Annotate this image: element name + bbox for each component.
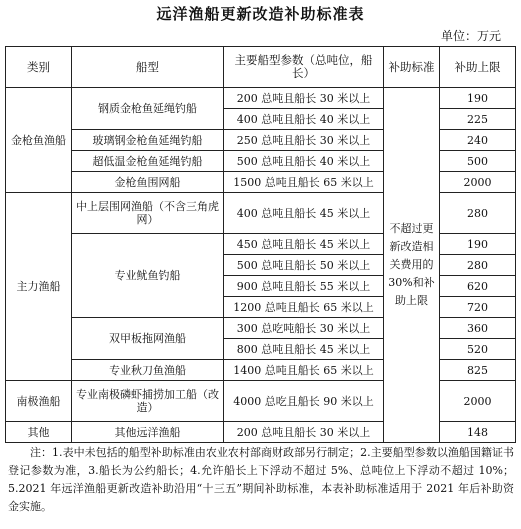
notes-paragraph: 注：1.表中未包括的船型补助标准由农业农村部商财政部另行制定；2.主要船型参数以渔船国籍证书登记参数为准，3.船长为公约船长；4.允许船长上下浮动不超过 5%、总吨位上下浮动不超过 10%；5.2021 年远洋渔船更新改造补助沿用“十三五”期间补助标准，本表补助标准适用于 2021 年后补助资金实施。 xyxy=(8,446,514,513)
category-other: 其他 xyxy=(6,422,72,443)
type-tuna-purse: 金枪鱼围网船 xyxy=(72,172,224,193)
param-cell: 300 总吃吨船长 30 米以上 xyxy=(224,318,384,339)
cap-cell: 280 xyxy=(440,255,516,276)
param-cell: 500 总吨且船长 40 米以上 xyxy=(224,151,384,172)
type-squid-jig: 专业鱿鱼钓船 xyxy=(72,234,224,318)
param-cell: 4000 总吃且船长 90 米以上 xyxy=(224,381,384,422)
table-row xyxy=(6,422,516,443)
type-mid-trawl: 中上层围网渔船（不含三角虎网） xyxy=(72,193,224,234)
category-antarctic: 南极渔船 xyxy=(6,381,72,422)
table-row xyxy=(6,88,516,109)
param-cell: 400 总吨且船长 45 米以上 xyxy=(224,193,384,234)
param-cell: 200 总吨且船长 30 米以上 xyxy=(224,422,384,443)
page-title: 远洋渔船更新改造补助标准表 xyxy=(156,5,365,23)
param-cell: 250 总吨且船长 30 米以上 xyxy=(224,130,384,151)
header-category: 类别 xyxy=(6,47,72,88)
param-cell: 800 总吨且船长 45 米以上 xyxy=(224,339,384,360)
type-double-trawl: 双甲板拖网渔船 xyxy=(72,318,224,360)
param-cell: 1500 总吨且船长 65 米以上 xyxy=(224,172,384,193)
cap-cell: 240 xyxy=(440,130,516,151)
table-row xyxy=(6,172,516,193)
header-standard: 补助标准 xyxy=(384,47,440,88)
type-steel-longline: 钢质金枪鱼延绳钓船 xyxy=(72,88,224,130)
cap-cell: 360 xyxy=(440,318,516,339)
param-cell: 450 总吨且船长 45 米以上 xyxy=(224,234,384,255)
cap-cell: 280 xyxy=(440,193,516,234)
cap-cell: 720 xyxy=(440,297,516,318)
table-row xyxy=(6,234,516,255)
cap-cell: 225 xyxy=(440,109,516,130)
type-ultralow-longline: 超低温金枪鱼延绳钓船 xyxy=(72,151,224,172)
cap-cell: 2000 xyxy=(440,381,516,422)
param-cell: 200 总吨且船长 30 米以上 xyxy=(224,88,384,109)
unit-label: 单位：万元 xyxy=(440,29,501,43)
param-cell: 500 总吨且船长 50 米以上 xyxy=(224,255,384,276)
cap-cell: 520 xyxy=(440,339,516,360)
type-frp-longline: 玻璃钢金枪鱼延绳钓船 xyxy=(72,130,224,151)
header-vessel-type: 船型 xyxy=(72,47,224,88)
table-row xyxy=(6,193,516,234)
type-other-ocean: 其他远洋渔船 xyxy=(72,422,224,443)
param-cell: 1400 总吨且船长 65 米以上 xyxy=(224,360,384,381)
type-krill: 专业南极磷虾捕捞加工船（改造） xyxy=(72,381,224,422)
cap-cell: 620 xyxy=(440,276,516,297)
table-row xyxy=(6,381,516,422)
param-cell: 1200 总吨且船长 65 米以上 xyxy=(224,297,384,318)
param-cell: 400 总吨且船长 40 米以上 xyxy=(224,109,384,130)
table-row xyxy=(6,318,516,339)
param-cell: 900 总吨且船长 55 米以上 xyxy=(224,276,384,297)
cap-cell: 190 xyxy=(440,88,516,109)
header-cap: 补助上限 xyxy=(440,47,516,88)
cap-cell: 825 xyxy=(440,360,516,381)
type-saury: 专业秋刀鱼渔船 xyxy=(72,360,224,381)
cap-cell: 2000 xyxy=(440,172,516,193)
table-header-row xyxy=(6,47,516,88)
table-row xyxy=(6,130,516,151)
category-tuna: 金枪鱼渔船 xyxy=(6,88,72,193)
header-params: 主要船型参数（总吨位，船长） xyxy=(224,47,384,88)
table-row xyxy=(6,151,516,172)
cap-cell: 148 xyxy=(440,422,516,443)
cap-cell: 190 xyxy=(440,234,516,255)
standard-cell: 不超过更新改造相关费用的30%和补助上限 xyxy=(384,88,440,443)
cap-cell: 500 xyxy=(440,151,516,172)
category-main: 主力渔船 xyxy=(6,193,72,381)
subsidy-table xyxy=(5,46,516,443)
table-row xyxy=(6,360,516,381)
